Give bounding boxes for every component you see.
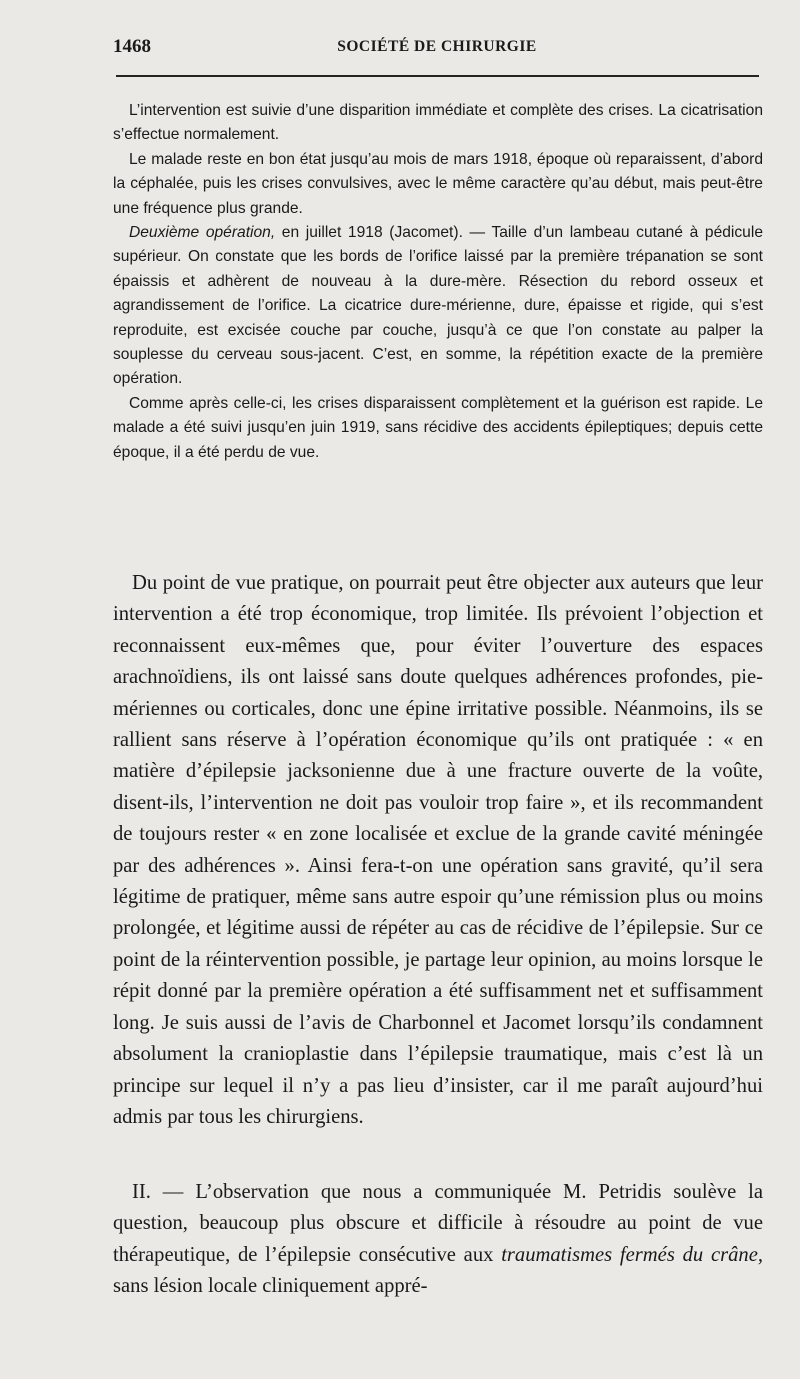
paragraph-text-end: sans lésion locale cliniquement appré- (113, 1275, 428, 1298)
italic-phrase: traumatismes fermés du crâne, (501, 1243, 763, 1266)
paragraph: Comme après celle-ci, les crises disparaissent complètement et la guérison est rapide. Le malade a été suivi jusqu’en juin 1919, sans récidive des accidents épileptiques; depuis cette époque, il a été perdu de vue. (113, 394, 763, 461)
paragraph-text: II. — L’observation que nous a communiquée M. Petridis soulève la question, beaucoup plus obscure et difficile à résoudre au point de vue thérapeutique, de l’épilepsie consécutive aux (113, 1181, 763, 1266)
italic-phrase: Deuxième opération, (129, 224, 276, 242)
paragraph-text: en juillet 1918 (Jacomet). — Taille d’un lambeau cutané à pédicule supérieur. On constate que les bords de l’orifice laissé par la première trépanation se sont épaissis et adhèrent de nouveau à la dure-mère. Résection du rebord osseux et agrandissement de l’orifice. La cicatrice dure-mérienne, dure, épaisse et rigide, qui s’est reproduite, est excisée couche par couche, jusqu’à ce que l’on constate au palper la souplesse du cerveau sous-jacent. C’est, en somme, la répétition exacte de la première opération. (113, 224, 763, 388)
paragraph (113, 1177, 763, 1303)
paragraph: Du point de vue pratique, on pourrait peut être objecter aux auteurs que leur intervention a été trop économique, trop limitée. Ils prévoient l’objection et reconnaissent eux-mêmes que, pour éviter l’ouverture des espaces arachnoïdiens, ils ont laissé sans doute quelques adhérences profondes, pie-mériennes ou corticales, donc une épine irritative possible. Néanmoins, ils se rallient sans réserve à l’opération économique qu’ils ont pratiquée : « en matière d’épilepsie jacksonienne due à une fracture ouverte de la voûte, disent-ils, l’intervention ne doit pas vouloir trop faire », et ils recommandent de toujours rester « en zone localisée et exclue de la grande cavité méningée par des adhérences ». Ainsi fera-t-on une opération sans gravité, qu’il sera légitime de pratiquer, même sans autre espoir qu’une rémission plus ou moins prolongée, et légitime aussi de répéter au cas de récidive de l’épilepsie. Sur ce point de la réintervention possible, je partage leur opinion, au moins lorsque le répit donné par la première opération a été suffisamment net et suffisamment long. Je suis aussi de l’avis de Charbonnel et Jacomet lorsqu’ils condamnent absolument la cranioplastie dans l’épilepsie traumatique, mais c’est là un principe sur lequel il n’y a pas lieu d’insister, car il me paraît aujourd’hui admis par tous les chirurgiens. (113, 572, 763, 1128)
case-report-block (113, 99, 763, 465)
running-head (113, 36, 761, 62)
section-ii-block (113, 1177, 763, 1303)
paragraph: Le malade reste en bon état jusqu’au mois de mars 1918, époque où reparaissent, d’abord la céphalée, puis les crises convulsives, avec le même caractère qu’au début, mais peut-être une fréquence plus grande. (113, 150, 763, 217)
paragraph (113, 221, 763, 392)
commentary-block (113, 568, 763, 1133)
page-number: 1468 (113, 36, 151, 57)
journal-title: SOCIÉTÉ DE CHIRURGIE (337, 38, 537, 55)
paragraph: L’intervention est suivie d’une disparition immédiate et complète des crises. La cicatrisation s’effectue normalement. (113, 102, 763, 144)
header-rule (116, 75, 759, 77)
